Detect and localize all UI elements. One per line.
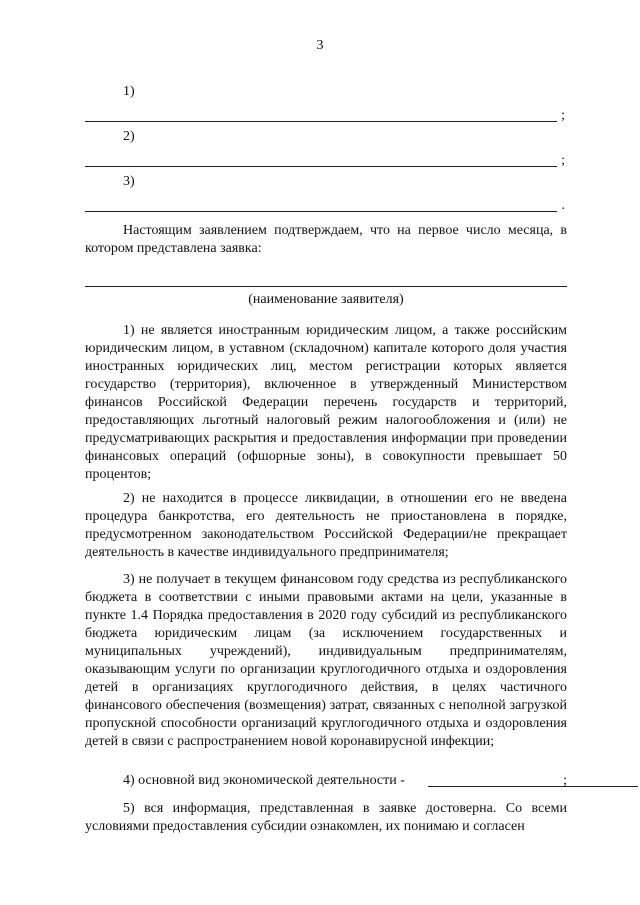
line-end-punct: . [561, 198, 565, 213]
list-number: 1) [123, 84, 135, 99]
applicant-caption: (наименование заявителя) [248, 292, 404, 307]
list-number: 3) [123, 174, 135, 189]
page-number: 3 [316, 38, 324, 53]
clause-3: 3) не получает в текущем финансовом году средства из республиканского бюджета в соответствии с иными правовыми актами на цели, указанные в пункте 1.4 Порядка предоставления в 2020 году субсидий из республиканского бюджета юридическим лицам (за исключением государственных и муниципальных учреждений), индивидуальным предпринимателям, оказывающим услуги по организации круглогодичного отдыха и оздоровления детей в организациях круглогодичного действия, в целях частичного финансового обеспечения (возмещения) затрат, связанных с неполной загрузкой пропускной способности организаций круглогодичного отдыха и оздоровления детей в связи с распространением новой коронавирусной инфекции; [85, 572, 567, 749]
clause-2: 2) не находится в процессе ликвидации, в отношении его не введена процедура банкротства, его деятельность не приостановлена в порядке, предусмотренном законодательством Российской Федерации/не прекращает деятельность в качестве индивидуального предпринимателя; [85, 491, 567, 560]
clause-4-label: 4) основной вид экономической деятельности - [123, 773, 405, 788]
clause-1: 1) не является иностранным юридическим лицом, а также российским юридическим лицом, в уставном (складочном) капитале которого доля участия иностранных юридических лиц, местом регистрации которых является государство (территория), включенное в утвержденный Министерством финансов Российской Федерации перечень государств и территорий, предоставляющих льготный налоговый режим налогообложения и (или) не предусматривающих раскрытия и предоставления информации при проведении финансовых операций (офшорные зоны), в совокупности превышает 50 процентов; [85, 323, 567, 482]
line-end-punct: ; [561, 108, 565, 123]
fill-in-line [85, 166, 557, 167]
clause-4-end: ; [563, 773, 567, 788]
activity-type-blank [428, 786, 638, 787]
applicant-name-line [85, 286, 567, 287]
clause-5: 5) вся информация, представленная в заявке достоверна. Со всеми условиями предоставления субсидии ознакомлен, их понимаю и согласен [85, 801, 567, 834]
list-number: 2) [123, 129, 135, 144]
intro-paragraph: Настоящим заявлением подтверждаем, что на первое число месяца, в котором представлена заявка: [85, 223, 567, 256]
fill-in-line [85, 211, 557, 212]
line-end-punct: ; [561, 153, 565, 168]
fill-in-line [85, 121, 557, 122]
